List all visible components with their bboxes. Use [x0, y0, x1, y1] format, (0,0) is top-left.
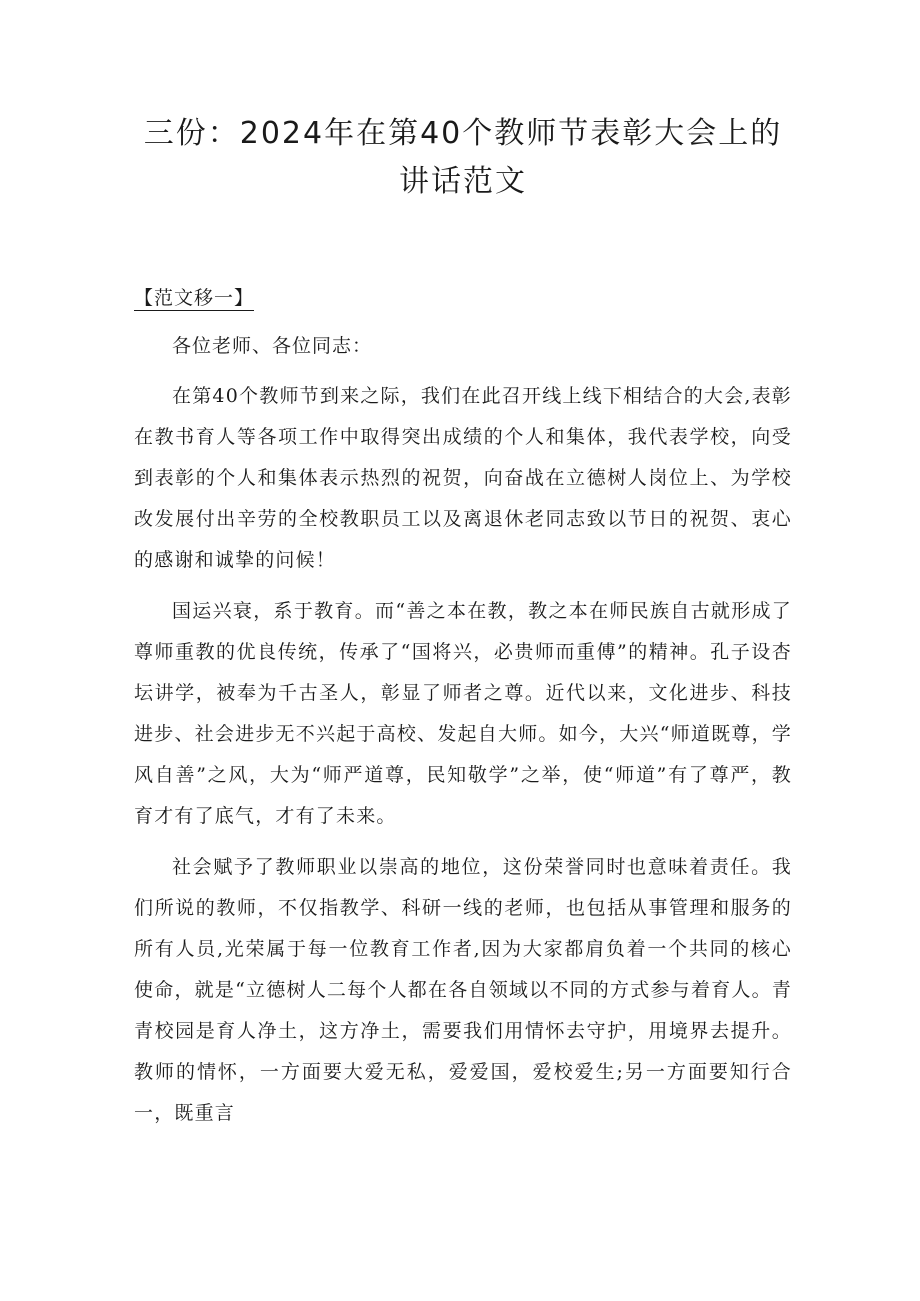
paragraph-1: 在第40个教师节到来之际，我们在此召开线上线下相结合的大会,表彰在教书育人等各项工作中取得突出成绩的个人和集体，我代表学校，向受到表彰的个人和集体表示热烈的祝贺，向奋战在立德树人岗位上、为学校改发展付出辛劳的全校教职员工以及离退休老同志致以节日的祝贺、衷心的感谢和诚挚的问候！ — [134, 385, 792, 571]
section-heading-text: 【范文移一】 — [134, 287, 255, 309]
document-title: 三份：2024年在第40个教师节表彰大会上的讲话范文 — [143, 116, 783, 199]
section-heading — [134, 282, 792, 314]
paragraph-3: 社会赋予了教师职业以崇高的地位，这份荣誉同时也意味着责任。我们所说的教师，不仅指教学、科研一线的老师，也包括从事管理和服务的所有人员,光荣属于每一位教育工作者,因为大家都肩负着一个共同的核心使命，就是“立德树人二每个人都在各自领域以不同的方式参与着育人。青青校园是育人净土，这方净土，需要我们用情怀去守护，用境界去提升。教师的情怀，一方面要大爱无私，爱爱国，爱校爱生;另一方面要知行合一，既重言 — [134, 856, 792, 1124]
salutation: 各位老师、各位同志： — [172, 335, 373, 357]
paragraph-2: 国运兴衰，系于教育。而“善之本在教，教之本在师民族自古就形成了尊师重教的优良传统，传承了“国将兴，必贵师而重傅”的精神。孔子设杏坛讲学，被奉为千古圣人，彰显了师者之尊。近代以来，文化进步、科技进步、社会进步无不兴起于高校、发起自大师。如今，大兴“师道既尊，学风自善”之风，大为“师严道尊，民知敬学”之举，使“师道”有了尊严，教育才有了底气，才有了未来。 — [134, 600, 792, 827]
